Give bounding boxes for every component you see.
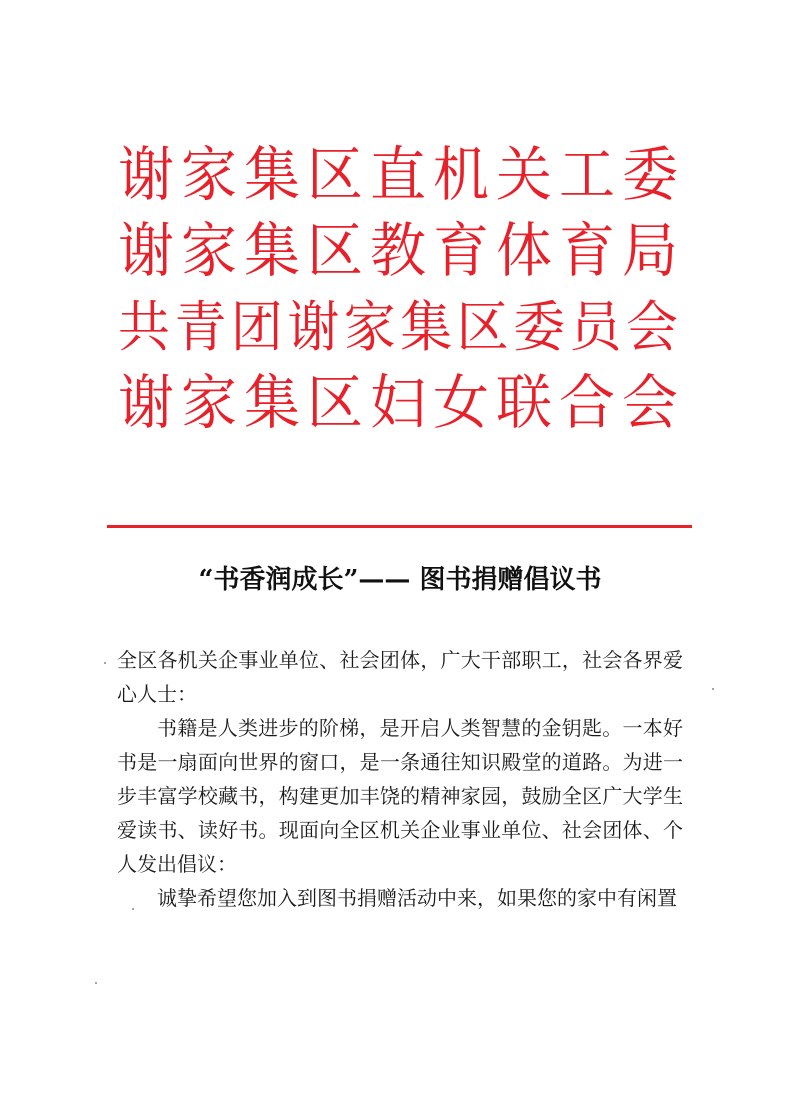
org-name-character: 家 bbox=[181, 141, 237, 210]
org-name-character: 谢 bbox=[118, 369, 174, 438]
org-name-character: 区 bbox=[307, 369, 363, 438]
org-name-character: 集 bbox=[400, 296, 453, 360]
org-name-character: 家 bbox=[181, 369, 237, 438]
org-name-character: 直 bbox=[370, 141, 426, 210]
org-name-character: 会 bbox=[622, 369, 678, 438]
salutation-paragraph: 全区各机关企事业单位、社会团体，广大干部职工，社会各界爱心人士： bbox=[117, 648, 683, 706]
org-name-character: 区 bbox=[307, 217, 363, 286]
org-name-character: 区 bbox=[456, 296, 509, 360]
org-name-character: 局 bbox=[622, 217, 678, 286]
org-name-character: 区 bbox=[307, 141, 363, 210]
org-name-line-4 bbox=[118, 366, 678, 442]
body-paragraph-1: 书籍是人类进步的阶梯，是开启人类智慧的金钥匙。一本好书是一扇面向世界的窗口，是一条通往知识殿堂的道路。为进一步丰富学校藏书，构建更加丰饶的精神家园，鼓励全区广大学生爱读书、读好书。现面向全区机关企业事业单位、社会团体、个人发出倡议： bbox=[117, 716, 683, 876]
org-name-character: 工 bbox=[559, 141, 615, 210]
org-name-character: 谢 bbox=[118, 141, 174, 210]
org-name-character: 共 bbox=[118, 296, 171, 360]
org-name-character: 关 bbox=[496, 141, 552, 210]
org-name-character: 委 bbox=[622, 141, 678, 210]
org-name-line-2 bbox=[118, 214, 678, 290]
org-name-character: 育 bbox=[559, 217, 615, 286]
org-name-character: 集 bbox=[244, 217, 300, 286]
org-name-character: 教 bbox=[370, 217, 426, 286]
org-name-line-1 bbox=[118, 138, 678, 214]
scan-speck bbox=[104, 662, 106, 664]
org-name-character: 集 bbox=[244, 141, 300, 210]
issuing-organizations-header bbox=[118, 138, 678, 442]
scan-speck bbox=[95, 982, 97, 984]
org-name-character: 机 bbox=[433, 141, 489, 210]
org-name-character: 家 bbox=[181, 217, 237, 286]
org-name-character: 谢 bbox=[118, 217, 174, 286]
org-name-character: 谢 bbox=[287, 296, 340, 360]
scan-speck bbox=[712, 688, 714, 690]
document-title: “书香润成长”—— 图书捐赠倡议书 bbox=[198, 565, 602, 595]
org-name-character: 体 bbox=[496, 217, 552, 286]
org-name-line-3 bbox=[118, 290, 678, 366]
org-name-character: 育 bbox=[433, 217, 489, 286]
org-name-character: 委 bbox=[513, 296, 566, 360]
org-name-character: 员 bbox=[569, 296, 622, 360]
org-name-character: 会 bbox=[625, 296, 678, 360]
org-name-character: 团 bbox=[230, 296, 283, 360]
org-name-character: 青 bbox=[174, 296, 227, 360]
red-separator-line bbox=[107, 525, 692, 528]
org-name-character: 合 bbox=[559, 369, 615, 438]
org-name-character: 联 bbox=[496, 369, 552, 438]
org-name-character: 集 bbox=[244, 369, 300, 438]
document-body bbox=[117, 643, 683, 915]
org-name-character: 妇 bbox=[370, 369, 426, 438]
body-paragraph-2: 诚挚希望您加入到图书捐赠活动中来，如果您的家中有闲置 bbox=[157, 886, 677, 910]
org-name-character: 女 bbox=[433, 369, 489, 438]
scan-speck bbox=[132, 908, 134, 910]
org-name-character: 家 bbox=[343, 296, 396, 360]
